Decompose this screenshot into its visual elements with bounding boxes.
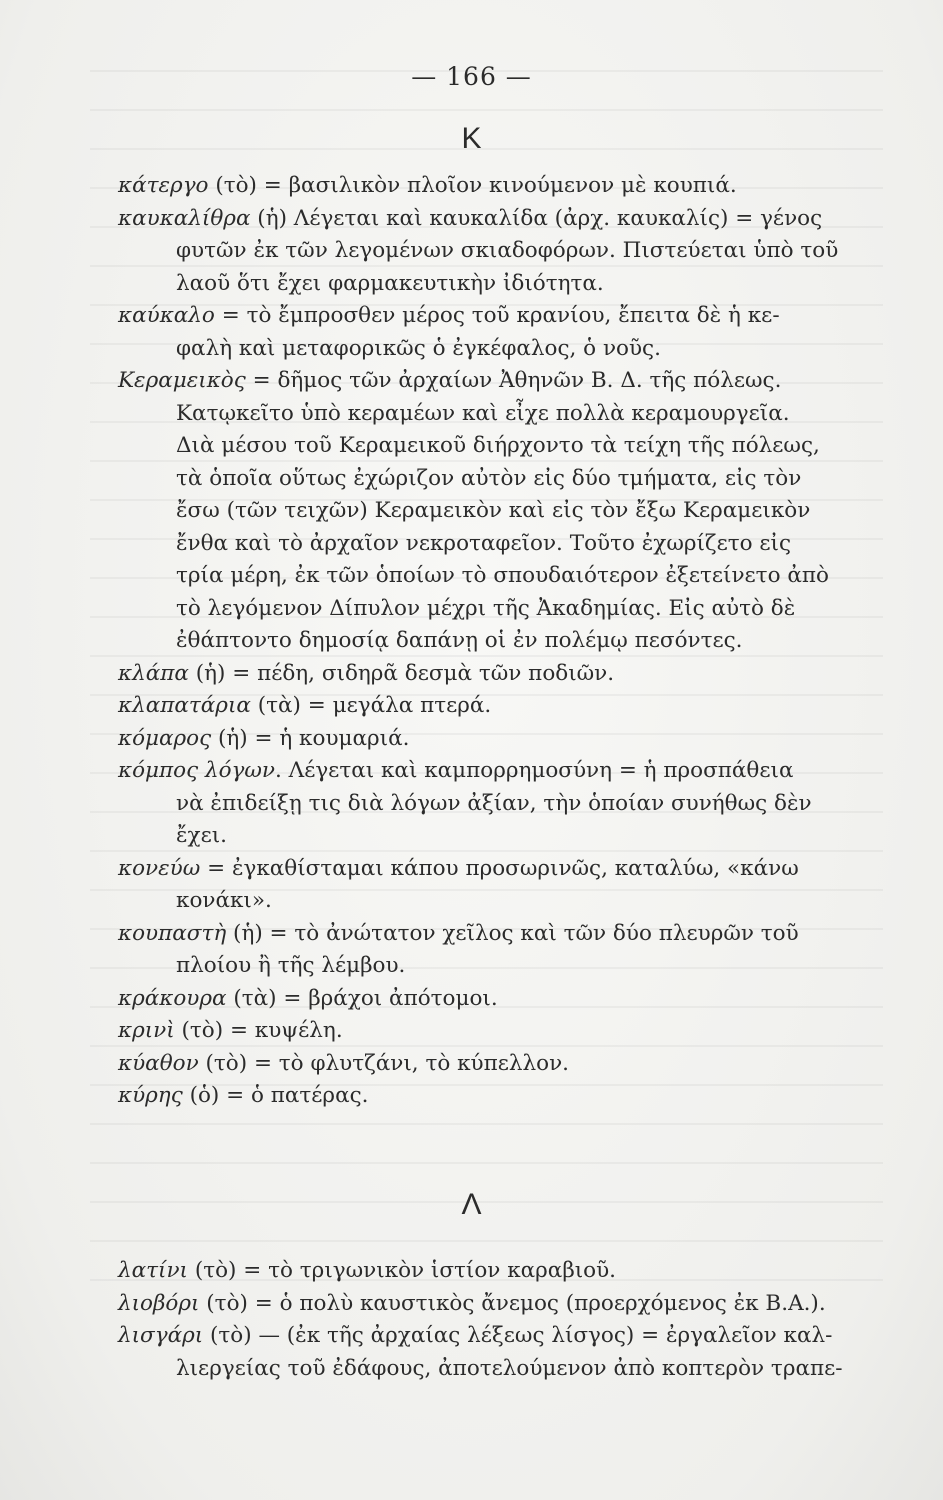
glossary-entry (118, 1048, 888, 1081)
entry-definition-text: (τὸ) — (ἐκ τῆς ἀρχαίας λέξεως λίσγος) = ἐργαλεῖον καλ- (203, 1323, 833, 1348)
entry-definition-text: (ἡ) Λέγεται καὶ καυκαλίδα (ἀρχ. καυκαλίς) = γένος (250, 205, 823, 231)
page-number: — 166 — (411, 62, 532, 91)
entry-headword: κρινὶ (118, 1018, 175, 1043)
entry-definition-text: ἔνθα καὶ τὸ ἀρχαῖον νεκροταφεῖον. Τοῦτο ἐχωρίζετο εἰς (176, 530, 791, 556)
entry-line (118, 950, 888, 983)
entry-definition-text: (τὰ) = μεγάλα πτερά. (250, 693, 492, 718)
glossary-entry (118, 365, 888, 658)
entry-line (118, 593, 888, 626)
glossary-entry (118, 918, 888, 983)
entry-headword: κράκουρα (118, 985, 227, 1011)
entry-line (118, 788, 888, 821)
glossary-entry (118, 983, 888, 1016)
section-heading-lambda: Λ (461, 1188, 482, 1221)
entry-definition-text: (τὸ) = κυψέλη. (174, 1018, 343, 1043)
entry-definition-text: (τὸ) = ὁ πολὺ καυστικὸς ἄνεμος (προερχόμενος ἐκ Β.Α.). (199, 1290, 826, 1316)
entry-line (118, 398, 888, 431)
glossary-entry (118, 300, 888, 365)
entry-line (118, 463, 888, 496)
entry-headword: κύρης (118, 1083, 183, 1108)
section-heading-kappa: Κ (461, 122, 482, 155)
entry-line (118, 1080, 888, 1113)
entry-definition-text: (ὁ) = ὁ πατέρας. (182, 1083, 369, 1108)
glossary-entry (118, 1288, 888, 1321)
glossary-entry (118, 723, 888, 756)
entry-line (118, 235, 888, 268)
entry-definition-text: τὸ λεγόμενον Δίπυλον μέχρι τῆς Ἀκαδημίας. Εἰς αὐτὸ δὲ (176, 595, 796, 621)
entry-line (118, 495, 888, 528)
entry-line (118, 658, 888, 691)
entry-definition-text: (τὸ) = τὸ τριγωνικὸν ἱστίον καραβιοῦ. (187, 1258, 617, 1283)
glossary-entry (118, 853, 888, 918)
entry-definition-text: (τὸ) = βασιλικὸν πλοῖον κινούμενον μὲ κουπιά. (208, 173, 737, 198)
entry-definition-text: φυτῶν ἐκ τῶν λεγομένων σκιαδοφόρων. Πιστεύεται ὑπὸ τοῦ (176, 238, 839, 263)
entry-line (118, 918, 888, 951)
glossary-entry (118, 690, 888, 723)
entry-definition-text: . Λέγεται καὶ καμπορρημοσύνη = ἡ προσπάθεια (275, 758, 794, 783)
entry-headword: κόμαρος (118, 725, 212, 751)
entry-headword: λισγάρι (118, 1323, 204, 1348)
entry-line (118, 983, 888, 1016)
entry-line (118, 853, 888, 886)
glossary-entry (118, 1015, 888, 1048)
entry-line (118, 1015, 888, 1048)
entry-line (118, 170, 888, 203)
entry-headword: κόμπος λόγων (118, 758, 275, 783)
entry-line (118, 690, 888, 723)
entry-definition-text: = τὸ ἔμπροσθεν μέρος τοῦ κρανίου, ἔπειτα δὲ ἡ κε- (214, 303, 780, 328)
entry-definition-text: = ἐγκαθίσταμαι κάπου προσωρινῶς, καταλύω, «κάνω (200, 855, 799, 881)
entry-line (118, 268, 888, 301)
entry-line (118, 300, 888, 333)
entry-headword: καύκαλο (118, 303, 215, 328)
entry-line (118, 1288, 888, 1321)
entry-definition-text: φαλὴ καὶ μεταφορικῶς ὁ ἐγκέφαλος, ὁ νοῦς. (176, 335, 661, 361)
entry-headword: καυκαλίθρα (118, 205, 251, 231)
entry-definition-text: Διὰ μέσου τοῦ Κεραμεικοῦ διήρχοντο τὰ τείχη τῆς πόλεως, (176, 433, 820, 458)
entry-definition-text: νὰ ἐπιδείξῃ τις διὰ λόγων ἀξίαν, τὴν ὁποίαν συνήθως δὲν (176, 790, 812, 816)
entry-headword: κλάπα (118, 660, 189, 686)
entry-definition-text: (ἡ) = ἡ κουμαριά. (211, 725, 410, 751)
entry-definition-text: (τὰ) = βράχοι ἀπότομοι. (226, 985, 498, 1011)
entry-definition-text: λιεργείας τοῦ ἐδάφους, ἀποτελούμενον ἀπὸ κοπτερὸν τραπε- (176, 1355, 843, 1381)
glossary-entry (118, 1320, 888, 1385)
entry-line (118, 1255, 888, 1288)
entry-line (118, 723, 888, 756)
entry-line (118, 625, 888, 658)
entry-definition-text: (ἡ) = τὸ ἀνώτατον χεῖλος καὶ τῶν δύο πλευρῶν τοῦ (226, 920, 799, 946)
glossary-section-kappa (118, 170, 888, 1113)
entry-headword: κονεύω (118, 855, 201, 881)
entry-line (118, 365, 888, 398)
entry-definition-text: κονάκι». (176, 888, 272, 913)
entry-definition-text: τὰ ὁποῖα οὕτως ἐχώριζον αὐτὸν εἰς δύο τμήματα, εἰς τὸν (176, 465, 802, 491)
entry-definition-text: = δῆμος τῶν ἀρχαίων Ἀθηνῶν Β. Δ. τῆς πόλεως. (245, 368, 782, 393)
entry-headword: κουπαστὴ (118, 920, 227, 946)
entry-definition-text: ἐθάπτοντο δημοσίᾳ δαπάνῃ οἱ ἐν πολέμῳ πεσόντες. (176, 628, 743, 653)
glossary-entry (118, 170, 888, 203)
entry-definition-text: τρία μέρη, ἐκ τῶν ὁποίων τὸ σπουδαιότερον ἐξετείνετο ἀπὸ (176, 563, 829, 588)
glossary-entry (118, 1080, 888, 1113)
entry-definition-text: ἔσω (τῶν τειχῶν) Κεραμεικὸν καὶ εἰς τὸν ἔξω Κεραμεικὸν (176, 498, 811, 523)
entry-line (118, 430, 888, 463)
entry-headword: κλαπατάρια (118, 693, 251, 718)
entry-line (118, 528, 888, 561)
glossary-section-lambda (118, 1255, 888, 1385)
glossary-entry (118, 755, 888, 853)
glossary-entry (118, 658, 888, 691)
glossary-entry (118, 203, 888, 301)
entry-definition-text: πλοίου ἢ τῆς λέμβου. (176, 953, 406, 978)
entry-definition-text: λαοῦ ὅτι ἔχει φαρμακευτικὴν ἰδιότητα. (176, 270, 604, 296)
entry-headword: Κεραμεικὸς (118, 368, 246, 393)
entry-definition-text: Κατῳκεῖτο ὑπὸ κεραμέων καὶ εἶχε πολλὰ κεραμουργεῖα. (176, 400, 790, 426)
entry-headword: κύαθον (118, 1050, 199, 1076)
entry-definition-text: (ἡ) = πέδη, σιδηρᾶ δεσμὰ τῶν ποδιῶν. (188, 660, 615, 686)
entry-line (118, 1353, 888, 1386)
entry-line (118, 1048, 888, 1081)
entry-line (118, 203, 888, 236)
entry-definition-text: (τὸ) = τὸ φλυτζάνι, τὸ κύπελλον. (198, 1050, 569, 1076)
entry-headword: λατίνι (118, 1258, 188, 1283)
glossary-entry (118, 1255, 888, 1288)
entry-line (118, 885, 888, 918)
entry-line (118, 560, 888, 593)
entry-line (118, 755, 888, 788)
entry-definition-text: ἔχει. (176, 823, 227, 848)
entry-headword: λιοβόρι (118, 1290, 200, 1316)
entry-line (118, 820, 888, 853)
entry-headword: κάτεργο (118, 173, 209, 198)
entry-line (118, 1320, 888, 1353)
entry-line (118, 333, 888, 366)
